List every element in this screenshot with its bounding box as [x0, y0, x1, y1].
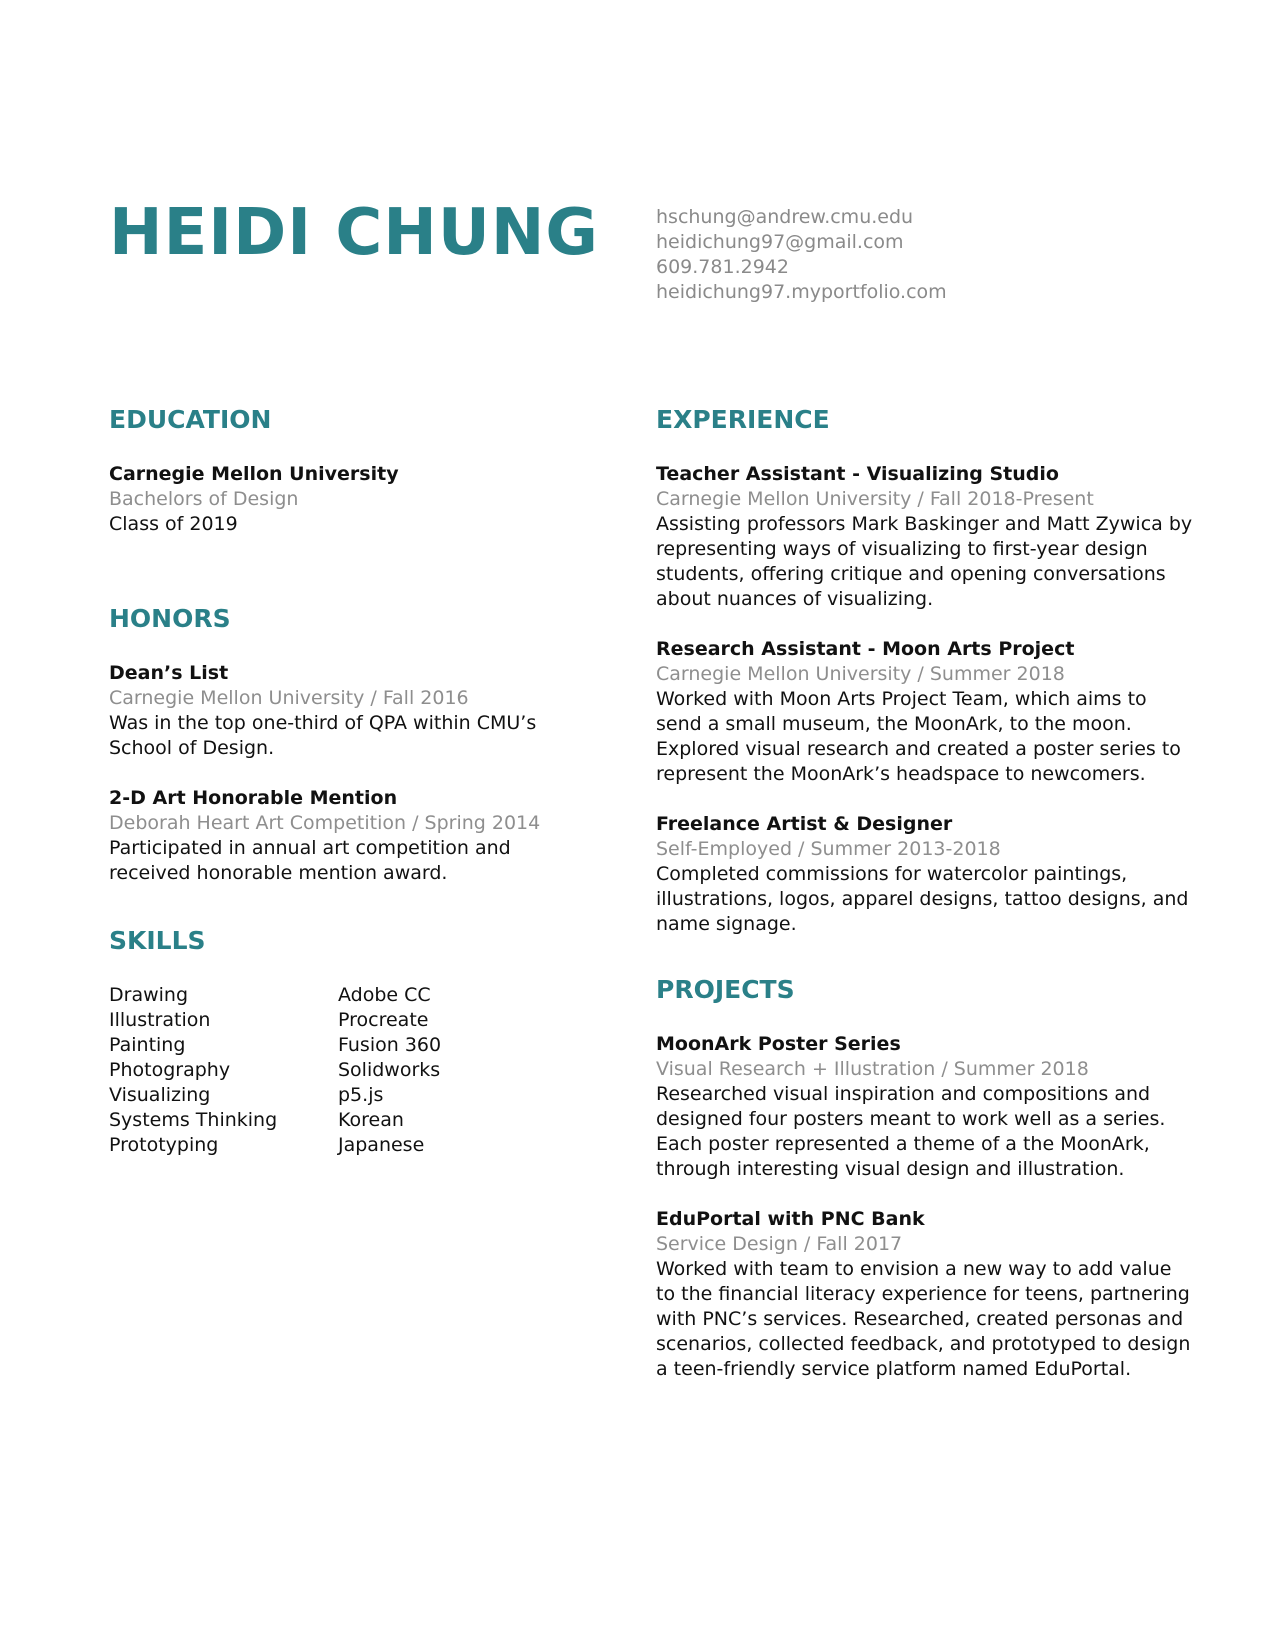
skill-item: Illustration: [109, 1009, 211, 1031]
experience-heading: EXPERIENCE: [656, 405, 830, 434]
project-entry: [656, 1207, 1196, 1382]
skills-columns: [109, 983, 579, 1158]
skill-item: Visualizing: [109, 1084, 211, 1106]
skill-item: Solidworks: [338, 1059, 441, 1081]
entry-title: Carnegie Mellon University: [109, 463, 399, 485]
entry-title: 2-D Art Honorable Mention: [109, 787, 398, 809]
entry-title: EduPortal with PNC Bank: [656, 1208, 925, 1230]
education-heading: EDUCATION: [109, 405, 272, 434]
skills-list-design: [109, 983, 338, 1158]
entry-title: Freelance Artist & Designer: [656, 813, 953, 835]
contact-email-cmu: hschung@andrew.cmu.edu: [656, 206, 914, 228]
skill-item: Systems Thinking: [109, 1109, 278, 1131]
honors-entry: [109, 786, 579, 886]
experience-entry: [656, 812, 1196, 937]
skill-item: Photography: [109, 1059, 231, 1081]
entry-body: Participated in annual art competition and received honorable mention award.: [109, 837, 511, 884]
contact-list: [656, 205, 947, 305]
entry-body: Completed commissions for watercolor paintings, illustrations, logos, apparel designs, tattoo designs, and name signage.: [656, 863, 1189, 935]
skill-item: Fusion 360: [338, 1034, 442, 1056]
projects-heading: PROJECTS: [656, 975, 795, 1004]
skill-item: Prototyping: [109, 1134, 219, 1156]
entry-body: Researched visual inspiration and compositions and designed four posters meant to work well as a series. Each poster represented a theme of a the MoonArk, through interesting visual design and illustration.: [656, 1083, 1166, 1180]
skill-item: Japanese: [338, 1134, 425, 1156]
skill-item: Korean: [338, 1109, 404, 1131]
entry-body: Was in the top one-third of QPA within CMU’s School of Design.: [109, 712, 537, 759]
honors-entry: [109, 661, 579, 761]
skill-item: Drawing: [109, 984, 189, 1006]
skills-list-tools: [338, 983, 441, 1158]
projects-section: [656, 974, 1196, 1407]
education-entry: [109, 462, 579, 537]
contact-portfolio: heidichung97.myportfolio.com: [656, 281, 947, 303]
skill-item: p5.js: [338, 1084, 384, 1106]
entry-body: Class of 2019: [109, 513, 238, 535]
skill-item: Adobe CC: [338, 984, 431, 1006]
entry-title: Dean’s List: [109, 662, 229, 684]
entry-subtitle: Service Design / Fall 2017: [656, 1233, 903, 1255]
entry-body: Worked with Moon Arts Project Team, which aims to send a small museum, the MoonArk, to the moon. Explored visual research and created a poster series to represent the MoonArk’s headspace to newcomers.: [656, 688, 1181, 785]
experience-entry: [656, 637, 1196, 787]
contact-email-gmail: heidichung97@gmail.com: [656, 231, 904, 253]
skills-section: [109, 925, 579, 1158]
entry-subtitle: Visual Research + Illustration / Summer 2018: [656, 1058, 1089, 1080]
skill-item: Procreate: [338, 1009, 429, 1031]
contact-phone: 609.781.2942: [656, 256, 789, 278]
entry-subtitle: Carnegie Mellon University / Fall 2018-Present: [656, 488, 1094, 510]
experience-entry: [656, 462, 1196, 612]
honors-section: [109, 603, 579, 911]
education-section: [109, 404, 579, 562]
entry-title: Research Assistant - Moon Arts Project: [656, 638, 1075, 660]
entry-body: Worked with team to envision a new way to add value to the financial literacy experience for teens, partnering with PNC’s services. Researched, created personas and scenarios, collected feedback, and prototyped to design a teen-friendly service platform named EduPortal.: [656, 1258, 1191, 1380]
entry-subtitle: Carnegie Mellon University / Fall 2016: [109, 687, 469, 709]
entry-subtitle: Self-Employed / Summer 2013-2018: [656, 838, 1001, 860]
skill-item: Painting: [109, 1034, 186, 1056]
entry-title: Teacher Assistant - Visualizing Studio: [656, 463, 1059, 485]
experience-section: [656, 404, 1196, 962]
project-entry: [656, 1032, 1196, 1182]
honors-heading: HONORS: [109, 604, 231, 633]
entry-subtitle: Bachelors of Design: [109, 488, 299, 510]
entry-subtitle: Carnegie Mellon University / Summer 2018: [656, 663, 1065, 685]
entry-subtitle: Deborah Heart Art Competition / Spring 2014: [109, 812, 541, 834]
entry-title: MoonArk Poster Series: [656, 1033, 901, 1055]
entry-body: Assisting professors Mark Baskinger and Matt Zywica by representing ways of visualizing to first-year design students, offering critique and opening conversations about nuances of visualizing.: [656, 513, 1193, 610]
resume-name: HEIDI CHUNG: [109, 196, 599, 270]
skills-heading: SKILLS: [109, 926, 206, 955]
